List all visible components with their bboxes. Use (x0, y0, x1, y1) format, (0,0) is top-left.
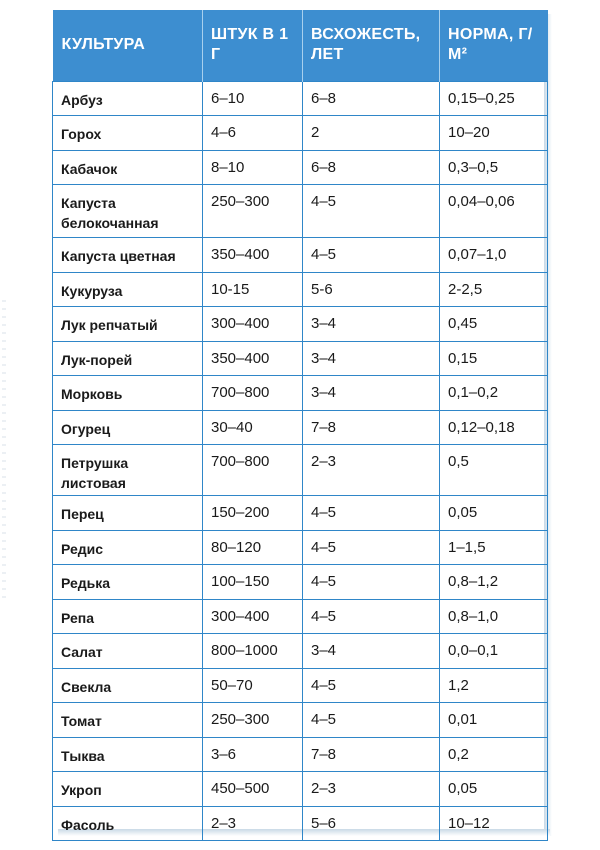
germination-years-cell: 2–3 (303, 445, 440, 496)
sowing-rate-cell: 0,1–0,2 (440, 376, 548, 411)
sowing-rate-cell: 0,15 (440, 341, 548, 376)
sowing-rate-cell: 0,04–0,06 (440, 185, 548, 238)
germination-years-cell: 4–5 (303, 238, 440, 273)
sowing-rate-cell: 0,2 (440, 737, 548, 772)
seed-table (52, 10, 548, 841)
table-row (53, 445, 548, 496)
crop-name-cell: Фасоль (53, 806, 203, 841)
header-germination: ВСХОЖЕСТЬ, ЛЕТ (303, 10, 440, 81)
crop-name-cell: Капуста белокочанная (53, 185, 203, 238)
table-body (53, 81, 548, 841)
count-per-gram-cell: 2–3 (203, 806, 303, 841)
count-per-gram-cell: 700–800 (203, 376, 303, 411)
table-row (53, 772, 548, 807)
count-per-gram-cell: 150–200 (203, 496, 303, 531)
count-per-gram-cell: 350–400 (203, 238, 303, 273)
germination-years-cell: 7–8 (303, 410, 440, 445)
sowing-rate-cell: 0,45 (440, 307, 548, 342)
crop-name-cell: Укроп (53, 772, 203, 807)
crop-name-cell: Тыква (53, 737, 203, 772)
header-crop: КУЛЬТУРА (53, 10, 203, 81)
page-edge-marks (2, 300, 6, 600)
germination-years-cell: 4–5 (303, 530, 440, 565)
germination-years-cell: 4–5 (303, 185, 440, 238)
germination-years-cell: 3–4 (303, 634, 440, 669)
count-per-gram-cell: 3–6 (203, 737, 303, 772)
count-per-gram-cell: 100–150 (203, 565, 303, 600)
count-per-gram-cell: 350–400 (203, 341, 303, 376)
crop-name-cell: Горох (53, 116, 203, 151)
table-row (53, 307, 548, 342)
sowing-rate-cell: 0,12–0,18 (440, 410, 548, 445)
count-per-gram-cell: 250–300 (203, 703, 303, 738)
sowing-rate-cell: 0,8–1,0 (440, 599, 548, 634)
germination-years-cell: 4–5 (303, 599, 440, 634)
crop-name-cell: Лук-порей (53, 341, 203, 376)
sowing-rate-cell: 0,3–0,5 (440, 150, 548, 185)
crop-name-cell: Арбуз (53, 81, 203, 116)
crop-name-cell: Перец (53, 496, 203, 531)
table-row (53, 272, 548, 307)
count-per-gram-cell: 30–40 (203, 410, 303, 445)
sowing-rate-cell: 0,07–1,0 (440, 238, 548, 273)
table-row (53, 806, 548, 841)
table-row (53, 703, 548, 738)
table-row (53, 737, 548, 772)
sowing-rate-cell: 0,05 (440, 772, 548, 807)
germination-years-cell: 4–5 (303, 703, 440, 738)
germination-years-cell: 6–8 (303, 150, 440, 185)
table-row (53, 634, 548, 669)
germination-years-cell: 6–8 (303, 81, 440, 116)
crop-name-cell: Кабачок (53, 150, 203, 185)
count-per-gram-cell: 250–300 (203, 185, 303, 238)
count-per-gram-cell: 10-15 (203, 272, 303, 307)
germination-years-cell: 5-6 (303, 272, 440, 307)
table-row (53, 565, 548, 600)
germination-years-cell: 3–4 (303, 341, 440, 376)
crop-name-cell: Лук репчатый (53, 307, 203, 342)
count-per-gram-cell: 300–400 (203, 599, 303, 634)
count-per-gram-cell: 4–6 (203, 116, 303, 151)
crop-name-cell: Репа (53, 599, 203, 634)
crop-name-cell: Редис (53, 530, 203, 565)
count-per-gram-cell: 50–70 (203, 668, 303, 703)
sowing-rate-cell: 0,5 (440, 445, 548, 496)
table-row (53, 530, 548, 565)
table-row (53, 410, 548, 445)
germination-years-cell: 3–4 (303, 307, 440, 342)
sowing-rate-cell: 1–1,5 (440, 530, 548, 565)
sowing-rate-cell: 0,05 (440, 496, 548, 531)
germination-years-cell: 3–4 (303, 376, 440, 411)
crop-name-cell: Томат (53, 703, 203, 738)
germination-years-cell: 5–6 (303, 806, 440, 841)
sowing-rate-cell: 0,01 (440, 703, 548, 738)
count-per-gram-cell: 450–500 (203, 772, 303, 807)
sowing-rate-cell: 1,2 (440, 668, 548, 703)
crop-name-cell: Салат (53, 634, 203, 669)
sowing-rate-cell: 10–12 (440, 806, 548, 841)
count-per-gram-cell: 6–10 (203, 81, 303, 116)
table-row (53, 599, 548, 634)
sowing-rate-cell: 2-2,5 (440, 272, 548, 307)
table-row (53, 185, 548, 238)
crop-name-cell: Капуста цветная (53, 238, 203, 273)
count-per-gram-cell: 8–10 (203, 150, 303, 185)
count-per-gram-cell: 700–800 (203, 445, 303, 496)
table-row (53, 668, 548, 703)
crop-name-cell: Кукуруза (53, 272, 203, 307)
germination-years-cell: 2–3 (303, 772, 440, 807)
crop-name-cell: Морковь (53, 376, 203, 411)
germination-years-cell: 4–5 (303, 565, 440, 600)
count-per-gram-cell: 300–400 (203, 307, 303, 342)
header-row (53, 10, 548, 81)
table-row (53, 81, 548, 116)
header-sowing-rate: НОРМА, Г/М² (440, 10, 548, 81)
count-per-gram-cell: 800–1000 (203, 634, 303, 669)
crop-name-cell: Петрушка листовая (53, 445, 203, 496)
crop-name-cell: Свекла (53, 668, 203, 703)
table-row (53, 116, 548, 151)
table-row (53, 238, 548, 273)
table-row (53, 496, 548, 531)
table-row (53, 341, 548, 376)
germination-years-cell: 4–5 (303, 496, 440, 531)
count-per-gram-cell: 80–120 (203, 530, 303, 565)
sowing-rate-cell: 0,8–1,2 (440, 565, 548, 600)
seed-table-container (52, 10, 547, 841)
germination-years-cell: 4–5 (303, 668, 440, 703)
table-header (53, 10, 548, 81)
sowing-rate-cell: 0,15–0,25 (440, 81, 548, 116)
crop-name-cell: Редька (53, 565, 203, 600)
germination-years-cell: 7–8 (303, 737, 440, 772)
crop-name-cell: Огурец (53, 410, 203, 445)
table-row (53, 376, 548, 411)
sowing-rate-cell: 0,0–0,1 (440, 634, 548, 669)
germination-years-cell: 2 (303, 116, 440, 151)
header-count-per-gram: ШТУК В 1 Г (203, 10, 303, 81)
sowing-rate-cell: 10–20 (440, 116, 548, 151)
table-row (53, 150, 548, 185)
